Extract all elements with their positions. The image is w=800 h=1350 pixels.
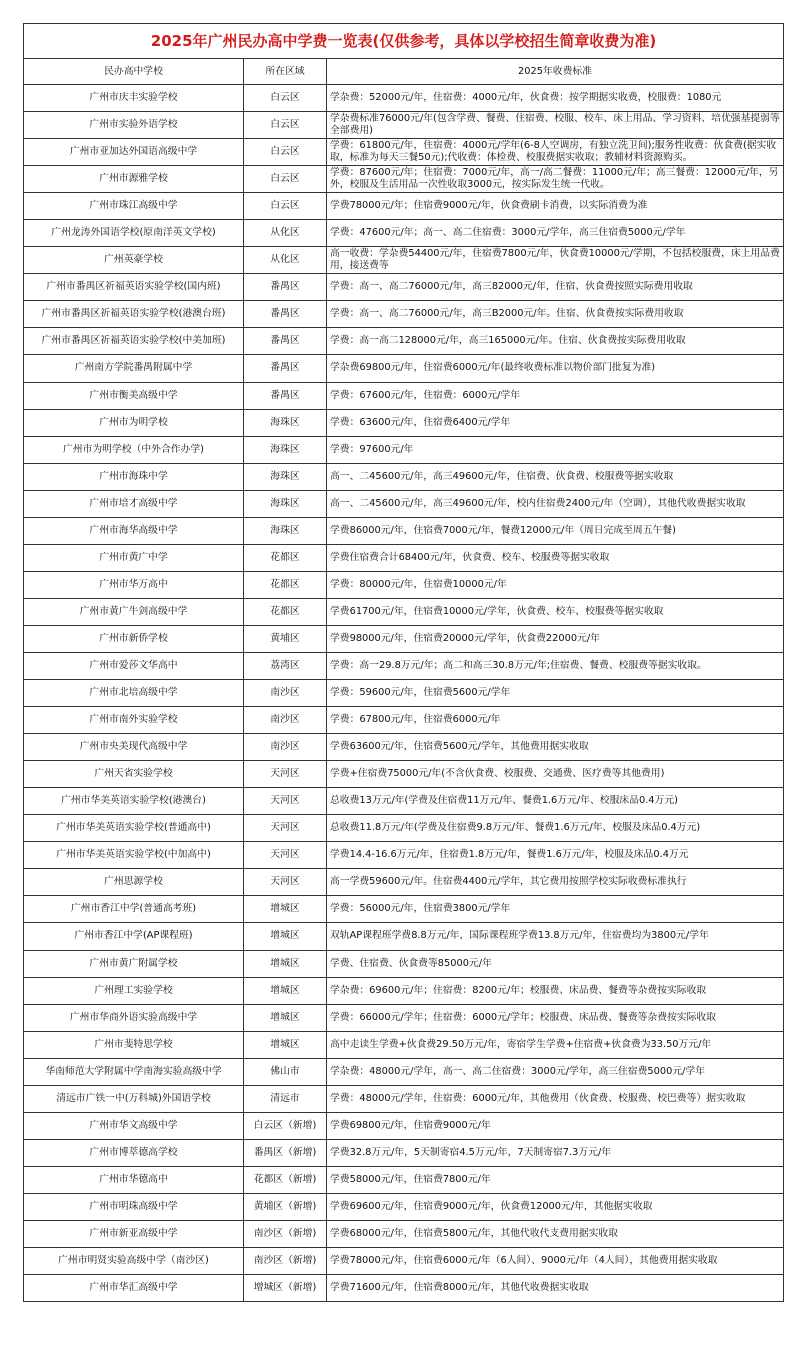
table-row	[24, 139, 784, 166]
school-cell: 广州市华商外语实验高级中学	[24, 1004, 244, 1031]
table-row	[24, 1004, 784, 1031]
school-cell: 广州市爱莎文华高中	[24, 652, 244, 679]
school-cell: 华南师范大学附属中学南海实验高级中学	[24, 1058, 244, 1085]
district-cell: 增城区	[244, 923, 327, 950]
fee-cell: 学杂费：52000元/年，住宿费：4000元/年，伙食费：按学期据实收费，校服费：1080元	[327, 85, 784, 112]
fee-cell: 学费：97600元/年	[327, 436, 784, 463]
table-row	[24, 517, 784, 544]
school-cell: 广州市黄广中学	[24, 544, 244, 571]
table-row	[24, 896, 784, 923]
district-cell: 番禺区	[244, 382, 327, 409]
district-cell: 天河区	[244, 815, 327, 842]
fee-cell: 学费：87600元/年；住宿费：7000元/年，高一/高二餐费：11000元/年；高三餐费：12000元/年，另外，校服及生活用品一次性收取3000元，按实际发生统一代收。	[327, 166, 784, 193]
fee-cell: 学费、住宿费、伙食费等85000元/年	[327, 950, 784, 977]
table-row	[24, 1031, 784, 1058]
district-cell: 增城区	[244, 1004, 327, 1031]
table-row	[24, 707, 784, 734]
district-cell: 黄埔区（新增)	[244, 1193, 327, 1220]
school-cell: 广州市亚加达外国语高级中学	[24, 139, 244, 166]
fee-cell: 学费69600元/年，住宿费9000元/年，伙食费12000元/年，其他据实收取	[327, 1193, 784, 1220]
district-cell: 南沙区	[244, 680, 327, 707]
district-cell: 海珠区	[244, 463, 327, 490]
school-cell: 广州市南外实验学校	[24, 707, 244, 734]
table-title: 2025年广州民办高中学费一览表(仅供参考，具体以学校招生简章收费为准)	[24, 24, 784, 59]
district-cell: 增城区	[244, 950, 327, 977]
table-row	[24, 869, 784, 896]
school-cell: 广州市为明学校（中外合作办学)	[24, 436, 244, 463]
district-cell: 天河区	[244, 788, 327, 815]
fee-cell: 学费32.8万元/年，5天制寄宿4.5万元/年，7天制寄宿7.3万元/年	[327, 1139, 784, 1166]
school-cell: 广州市明珠高级中学	[24, 1193, 244, 1220]
district-cell: 海珠区	[244, 517, 327, 544]
school-cell: 广州市为明学校	[24, 409, 244, 436]
table-row	[24, 247, 784, 274]
fee-cell: 学费14.4-16.6万元/年，住宿费1.8万元/年，餐费1.6万元/年，校服及床品0.4万元	[327, 842, 784, 869]
table-row	[24, 490, 784, 517]
district-cell: 天河区	[244, 842, 327, 869]
district-cell: 番禺区	[244, 355, 327, 382]
district-cell: 花都区	[244, 598, 327, 625]
district-cell: 白云区	[244, 112, 327, 139]
fee-cell: 学杂费：69600元/年；住宿费：8200元/年；校服费、床品费、餐费等杂费按实际收取	[327, 977, 784, 1004]
fee-cell: 学费住宿费合计68400元/年，伙食费、校车、校服费等据实收取	[327, 544, 784, 571]
district-cell: 白云区	[244, 85, 327, 112]
fee-cell: 学杂费69800元/年，住宿费6000元/年(最终收费标准以物价部门批复为准)	[327, 355, 784, 382]
fee-cell: 学费78000元/年；住宿费9000元/年，伙食费刷卡消费，以实际消费为准	[327, 193, 784, 220]
fee-cell: 高一、二45600元/年，高三49600元/年，住宿费、伙食费、校服费等据实收取	[327, 463, 784, 490]
table-row	[24, 1166, 784, 1193]
table-row	[24, 788, 784, 815]
fee-cell: 学费：59600元/年，住宿费5600元/学年	[327, 680, 784, 707]
district-cell: 增城区	[244, 977, 327, 1004]
table-row	[24, 1058, 784, 1085]
district-cell: 花都区（新增)	[244, 1166, 327, 1193]
district-cell: 南沙区（新增)	[244, 1248, 327, 1275]
school-cell: 广州市番禺区祈福英语实验学校(国内班)	[24, 274, 244, 301]
table-row	[24, 274, 784, 301]
district-cell: 花都区	[244, 571, 327, 598]
table-row	[24, 977, 784, 1004]
fee-cell: 学费：高一、高二76000元/年，高三82000元/年，住宿、伙食费按照实际费用收取	[327, 274, 784, 301]
school-cell: 广州市斐特思学校	[24, 1031, 244, 1058]
fee-cell: 学费：67600元/年，住宿费：6000元/学年	[327, 382, 784, 409]
school-cell: 广州市实验外语学校	[24, 112, 244, 139]
table-row	[24, 436, 784, 463]
school-cell: 广州市培才高级中学	[24, 490, 244, 517]
district-cell: 增城区（新增)	[244, 1275, 327, 1302]
district-cell: 番禺区	[244, 301, 327, 328]
district-cell: 从化区	[244, 220, 327, 247]
school-cell: 广州市新侨学校	[24, 625, 244, 652]
table-row	[24, 544, 784, 571]
fee-cell: 学费68000元/年，住宿费5800元/年，其他代收代支费用据实收取	[327, 1220, 784, 1247]
fee-cell: 学费63600元/年，住宿费5600元/学年，其他费用据实收取	[327, 734, 784, 761]
table-row	[24, 328, 784, 355]
table-row	[24, 625, 784, 652]
school-cell: 广州市香江中学(普通高考班)	[24, 896, 244, 923]
school-cell: 广州市华德高中	[24, 1166, 244, 1193]
district-cell: 从化区	[244, 247, 327, 274]
school-cell: 广州市华汇高级中学	[24, 1275, 244, 1302]
fee-cell: 学费：高一29.8万元/年；高二和高三30.8万元/年;住宿费、餐费、校服费等据实收取。	[327, 652, 784, 679]
school-cell: 广州市华美英语实验学校(普通高中)	[24, 815, 244, 842]
fee-table	[23, 23, 784, 1302]
fee-cell: 学费：高一高二128000元/年，高三165000元/年。住宿、伙食费按实际费用收取	[327, 328, 784, 355]
fee-cell: 学费：63600元/年，住宿费6400元/学年	[327, 409, 784, 436]
district-cell: 白云区	[244, 166, 327, 193]
table-row	[24, 1085, 784, 1112]
fee-cell: 总收费11.8万元/年(学费及住宿费9.8万元/年、餐费1.6万元/年、校服及床品0.4万元)	[327, 815, 784, 842]
table-row	[24, 950, 784, 977]
district-cell: 海珠区	[244, 409, 327, 436]
district-cell: 白云区	[244, 139, 327, 166]
district-cell: 增城区	[244, 1031, 327, 1058]
fee-cell: 学杂费标准76000元/年(包含学费、餐费、住宿费、校服、校车、床上用品、学习资料、培优强基提弱等全部费用)	[327, 112, 784, 139]
table-row	[24, 571, 784, 598]
school-cell: 广州市衡美高级中学	[24, 382, 244, 409]
district-cell: 清远市	[244, 1085, 327, 1112]
district-cell: 佛山市	[244, 1058, 327, 1085]
table-row	[24, 409, 784, 436]
fee-cell: 学杂费：48000元/学年，高一、高二住宿费：3000元/学年，高三住宿费5000元/学年	[327, 1058, 784, 1085]
fee-cell: 高一、二45600元/年，高三49600元/年，校内住宿费2400元/年（空调），其他代收费据实收取	[327, 490, 784, 517]
table-row	[24, 382, 784, 409]
district-cell: 黄埔区	[244, 625, 327, 652]
school-cell: 广州理工实验学校	[24, 977, 244, 1004]
district-cell: 南沙区	[244, 707, 327, 734]
table-row	[24, 761, 784, 788]
school-cell: 广州市新亚高级中学	[24, 1220, 244, 1247]
fee-cell: 高一学费59600元/年。住宿费4400元/学年，其它费用按照学校实际收费标准执行	[327, 869, 784, 896]
district-cell: 天河区	[244, 869, 327, 896]
school-cell: 广州市海华高级中学	[24, 517, 244, 544]
school-cell: 广州思源学校	[24, 869, 244, 896]
fee-cell: 学费86000元/年，住宿费7000元/年，餐费12000元/年（周日完成至周五午餐)	[327, 517, 784, 544]
district-cell: 南沙区（新增)	[244, 1220, 327, 1247]
table-row	[24, 842, 784, 869]
district-cell: 荔湾区	[244, 652, 327, 679]
fee-cell: 学费78000元/年，住宿费6000元/年（6人间）、9000元/年（4人间），其他费用据实收取	[327, 1248, 784, 1275]
fee-cell: 学费：高一、高二76000元/年，高三B2000元/年。住宿、伙食费按实际费用收取	[327, 301, 784, 328]
fee-cell: 高一收费：学杂费54400元/年，住宿费7800元/年，伙食费10000元/学期，不包括校服费，床上用品费用，接送费等	[327, 247, 784, 274]
fee-cell: 学费：61800元/年，住宿费：4000元/学年(6-8人空调房，有独立洗卫间);服务性收费：伙食费(据实收取，标准为每天三餐50元);代收费：体检费、校服费据实收取；教辅材料资源购买。	[327, 139, 784, 166]
school-cell: 广州龙涛外国语学校(原南洋英文学校)	[24, 220, 244, 247]
header-school: 民办高中学校	[24, 59, 244, 85]
district-cell: 白云区	[244, 193, 327, 220]
table-row	[24, 1112, 784, 1139]
fee-cell: 学费：67800元/年，住宿费6000元/年	[327, 707, 784, 734]
table-row	[24, 301, 784, 328]
table-row	[24, 734, 784, 761]
school-cell: 广州市华文高级中学	[24, 1112, 244, 1139]
table-row	[24, 1248, 784, 1275]
district-cell: 天河区	[244, 761, 327, 788]
school-cell: 广州市黄广牛剑高级中学	[24, 598, 244, 625]
table-row	[24, 1193, 784, 1220]
school-cell: 广州市明贤实验高级中学（南沙区)	[24, 1248, 244, 1275]
fee-cell: 高中走读生学费+伙食费29.50万元/年，寄宿学生学费+住宿费+伙食费为33.50万元/年	[327, 1031, 784, 1058]
school-cell: 广州市海珠中学	[24, 463, 244, 490]
district-cell: 海珠区	[244, 436, 327, 463]
district-cell: 番禺区（新增)	[244, 1139, 327, 1166]
fee-cell: 总收费13万元/年(学费及住宿费11万元/年、餐费1.6万元/年、校服床品0.4万元)	[327, 788, 784, 815]
school-cell: 广州市华万高中	[24, 571, 244, 598]
fee-cell: 学费：56000元/年，住宿费3800元/学年	[327, 896, 784, 923]
fee-cell: 学费：66000元/学年；住宿费：6000元/学年；校服费、床品费、餐费等杂费按实际收取	[327, 1004, 784, 1031]
table-row	[24, 1275, 784, 1302]
district-cell: 南沙区	[244, 734, 327, 761]
fee-cell: 双轨AP课程班学费8.8万元/年，国际课程班学费13.8万元/年，住宿费均为3800元/学年	[327, 923, 784, 950]
district-cell: 海珠区	[244, 490, 327, 517]
table-row	[24, 463, 784, 490]
table-row	[24, 815, 784, 842]
fee-cell: 学费61700元/年，住宿费10000元/学年，伙食费、校车、校服费等据实收取	[327, 598, 784, 625]
table-row	[24, 923, 784, 950]
table-row	[24, 598, 784, 625]
school-cell: 广州市庆丰实验学校	[24, 85, 244, 112]
school-cell: 广州市北培高级中学	[24, 680, 244, 707]
school-cell: 广州英豪学校	[24, 247, 244, 274]
table-row	[24, 112, 784, 139]
school-cell: 广州南方学院番禺附属中学	[24, 355, 244, 382]
fee-sheet	[23, 23, 783, 1302]
school-cell: 广州市番禺区祈福英语实验学校(港澳台班)	[24, 301, 244, 328]
district-cell: 番禺区	[244, 328, 327, 355]
school-cell: 广州市黄广附属学校	[24, 950, 244, 977]
district-cell: 番禺区	[244, 274, 327, 301]
school-cell: 广州市源雅学校	[24, 166, 244, 193]
school-cell: 广州市华美英语实验学校(港澳台)	[24, 788, 244, 815]
table-row	[24, 193, 784, 220]
table-row	[24, 166, 784, 193]
table-row	[24, 652, 784, 679]
school-cell: 清远市广铁一中(万科城)外国语学校	[24, 1085, 244, 1112]
district-cell: 花都区	[244, 544, 327, 571]
district-cell: 白云区（新增)	[244, 1112, 327, 1139]
school-cell: 广州天省实验学校	[24, 761, 244, 788]
fee-cell: 学费58000元/年，住宿费7800元/年	[327, 1166, 784, 1193]
table-row	[24, 85, 784, 112]
table-body	[24, 85, 784, 1302]
school-cell: 广州市香江中学(AP课程班)	[24, 923, 244, 950]
fee-cell: 学费98000元/年，住宿费20000元/学年，伙食费22000元/年	[327, 625, 784, 652]
table-row	[24, 355, 784, 382]
school-cell: 广州市博萃德高学校	[24, 1139, 244, 1166]
district-cell: 增城区	[244, 896, 327, 923]
header-district: 所在区域	[244, 59, 327, 85]
table-row	[24, 1220, 784, 1247]
fee-cell: 学费：80000元/年，住宿费10000元/年	[327, 571, 784, 598]
school-cell: 广州市华美英语实验学校(中加高中)	[24, 842, 244, 869]
table-row	[24, 680, 784, 707]
fee-cell: 学费69800元/年，住宿费9000元/年	[327, 1112, 784, 1139]
fee-cell: 学费71600元/年，住宿费8000元/年，其他代收费据实收取	[327, 1275, 784, 1302]
table-row	[24, 1139, 784, 1166]
fee-cell: 学费：48000元/学年，住宿费：6000元/年，其他费用（伙食费、校服费、校巴费等）据实收取	[327, 1085, 784, 1112]
school-cell: 广州市珠江高级中学	[24, 193, 244, 220]
table-row	[24, 220, 784, 247]
school-cell: 广州市央美现代高级中学	[24, 734, 244, 761]
fee-cell: 学费：47600元/年；高一、高二住宿费：3000元/学年，高三住宿费5000元/学年	[327, 220, 784, 247]
fee-cell: 学费+住宿费75000元/年(不含伙食费、校服费、交通费、医疗费等其他费用)	[327, 761, 784, 788]
school-cell: 广州市番禺区祈福英语实验学校(中美加班)	[24, 328, 244, 355]
header-fee: 2025年收费标准	[327, 59, 784, 85]
